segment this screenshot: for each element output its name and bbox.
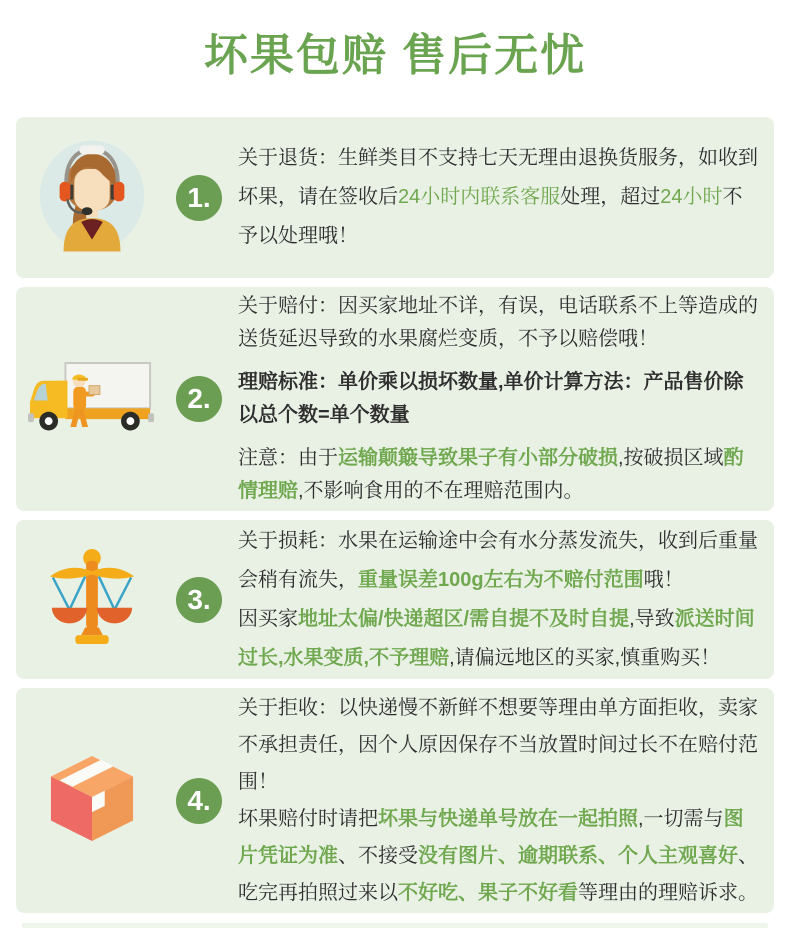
card-text-block <box>230 514 774 686</box>
card-number-badge: 1. <box>176 175 222 221</box>
card-icon-column <box>16 753 168 848</box>
balance-scale-icon <box>46 547 138 652</box>
card-text-block <box>230 131 774 264</box>
policy-card <box>16 117 774 278</box>
card-badge-column <box>168 577 230 623</box>
highlighted-text: 派送时间过长,水果变质,不予理赔 <box>238 607 755 669</box>
package-box-icon <box>48 753 136 848</box>
body-text: ,按破损区域 <box>618 447 724 469</box>
policy-paragraph <box>238 801 758 912</box>
body-text: 理赔标准：单价乘以损坏数量,单价计算方法：产品售价除以总个数=单个数量 <box>238 371 744 426</box>
body-text: 关于退货：生鲜类目不支持七天无理由退换货服务，如收到坏果，请在签收后 <box>238 147 758 208</box>
body-text: 处理，超过 <box>560 186 661 208</box>
body-text: ,请偏远地区的买家,慎重购买！ <box>449 646 721 669</box>
body-text: ,一切需与 <box>638 807 724 830</box>
body-text: 、不接受 <box>338 844 418 867</box>
body-text: 关于拒收：以快递慢不新鲜不想要等理由单方面拒收，卖家不承担责任，因个人原因保存不当放置时间过长不在赔付范围！ <box>238 696 758 793</box>
body-text: 关于赔付：因买家地址不详，有误，电话联系不上等造成的送货延迟导致的水果腐烂变质，不予以赔偿哦！ <box>238 295 758 350</box>
card-number-badge: 3. <box>176 577 222 623</box>
body-text: 因买家 <box>238 607 298 630</box>
body-text: 哦！ <box>643 568 684 591</box>
policy-paragraph <box>238 366 758 432</box>
highlighted-text: 图片凭证为准 <box>238 807 744 867</box>
card-icon-column <box>16 547 168 652</box>
policy-paragraph <box>238 139 758 256</box>
customer-service-agent-icon <box>38 139 146 257</box>
highlighted-text: 不好吃、果子不好看 <box>398 881 578 904</box>
page-title: 坏果包赔 售后无忧 <box>203 31 587 80</box>
policy-card <box>16 287 774 511</box>
highlighted-text: 地址太偏/快递超区/需自提不及时自提 <box>298 607 630 630</box>
body-text: 、吃完再拍照过来以 <box>238 844 758 904</box>
highlighted-text: 24小时内联系客服 <box>398 186 561 208</box>
body-text: 不予以处理哦！ <box>238 186 743 247</box>
card-badge-column <box>168 175 230 221</box>
card-text-block <box>230 682 774 920</box>
highlighted-text: 重量误差100g左右为不赔付范围 <box>358 568 644 591</box>
policy-paragraph <box>238 290 758 356</box>
card-badge-column <box>168 376 230 422</box>
card-text-block <box>230 282 774 516</box>
delivery-truck-icon <box>28 357 156 441</box>
policy-card <box>16 520 774 679</box>
policy-card <box>16 688 774 913</box>
body-text: ,导致 <box>629 607 675 630</box>
highlighted-text: 运输颠簸导致果子有小部分破损 <box>338 447 618 469</box>
card-number-badge: 4. <box>176 778 222 824</box>
highlighted-text: 没有图片、逾期联系、个人主观喜好 <box>418 844 738 867</box>
body-text: 坏果赔付时请把 <box>238 807 378 830</box>
policy-paragraph <box>238 522 758 600</box>
card-icon-column <box>16 357 168 441</box>
body-text: 关于损耗：水果在运输途中会有水分蒸发流失，收到后重量会稍有流失， <box>238 529 758 591</box>
body-text: 注意：由于 <box>238 447 338 469</box>
body-text: ,不影响食用的不在理赔范围内。 <box>298 480 584 502</box>
highlighted-text: 酌情理赔 <box>238 447 744 502</box>
policy-paragraph <box>238 442 758 508</box>
policy-paragraph <box>238 690 758 801</box>
highlighted-text: 坏果与快递单号放在一起拍照 <box>378 807 638 830</box>
highlighted-text: 24小时 <box>660 186 723 208</box>
body-text: 等理由的理赔诉求。 <box>578 881 758 904</box>
card-icon-column <box>16 139 168 257</box>
policy-card-list <box>0 117 790 913</box>
card-number-badge: 2. <box>176 376 222 422</box>
next-section-divider <box>22 923 768 928</box>
policy-paragraph <box>238 600 758 678</box>
card-badge-column <box>168 778 230 824</box>
